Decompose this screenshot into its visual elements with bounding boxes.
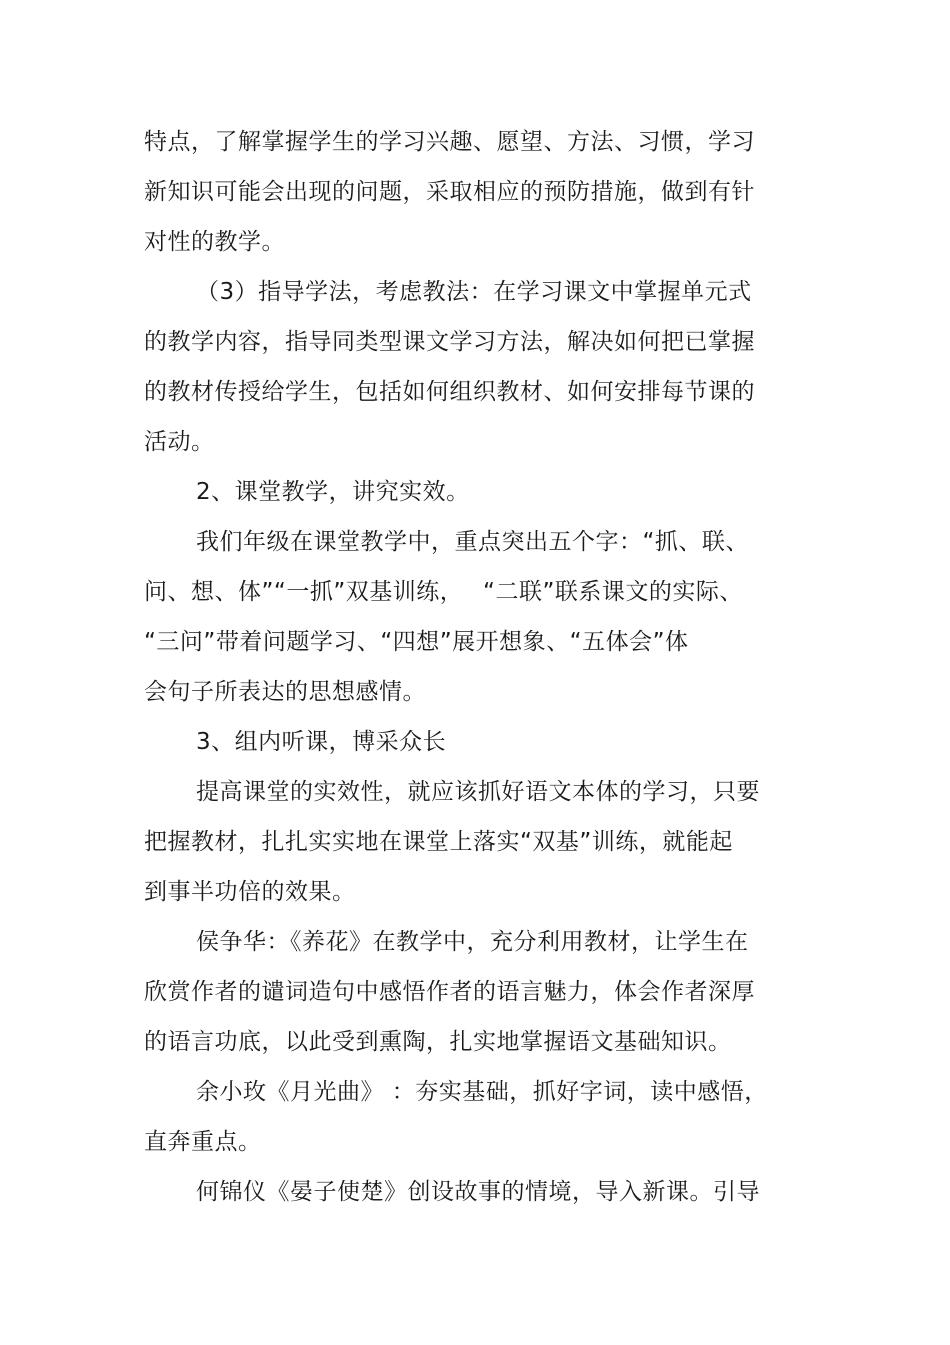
text-line: 侯争华：《养花》在教学中，充分利用教材，让学生在 [196, 929, 749, 955]
text-line: 问、想、体”“一抓”双基训练， “二联”联系课文的实际、 [144, 579, 743, 605]
text-line: 会句子所表达的思想感情。 [144, 679, 426, 705]
text-line: 提高课堂的实效性，就应该抓好语文本体的学习，只要 [196, 779, 760, 805]
section-heading: 2、课堂教学，讲究实效。 [196, 479, 470, 505]
text-line: 直奔重点。 [144, 1129, 262, 1155]
text-line: 特点，了解掌握学生的学习兴趣、愿望、方法、习惯，学习 [144, 129, 755, 155]
text-line: 的语言功底，以此受到熏陶，扎实地掌握语文基础知识。 [144, 1029, 732, 1055]
text-line: 活动。 [144, 429, 215, 455]
text-line: 余小玫《月光曲》 ：夯实基础，抓好字词，读中感悟， [196, 1079, 768, 1105]
text-line: 把握教材，扎扎实实地在课堂上落实“双基”训练，就能起 [144, 829, 733, 855]
text-line: 何锦仪《晏子使楚》创设故事的情境，导入新课。引导 [196, 1179, 760, 1205]
text-line: 新知识可能会出现的问题，采取相应的预防措施，做到有针 [144, 179, 755, 205]
text-line: （3）指导学法，考虑教法：在学习课文中掌握单元式 [196, 279, 752, 305]
text-line: 对性的教学。 [144, 229, 285, 255]
text-line: 我们年级在课堂教学中，重点突出五个字：“抓、联、 [196, 529, 749, 555]
text-line: 到事半功倍的效果。 [144, 879, 356, 905]
text-line: “三问”带着问题学习、“四想”展开想象、“五体会”体 [144, 629, 689, 655]
section-heading: 3、组内听课，博采众长 [196, 729, 447, 755]
text-line: 的教材传授给学生，包括如何组织教材、如何安排每节课的 [144, 379, 755, 405]
text-line: 的教学内容，指导同类型课文学习方法，解决如何把已掌握 [144, 329, 755, 355]
text-line: 欣赏作者的谴词造句中感悟作者的语言魅力，体会作者深厚 [144, 979, 755, 1005]
